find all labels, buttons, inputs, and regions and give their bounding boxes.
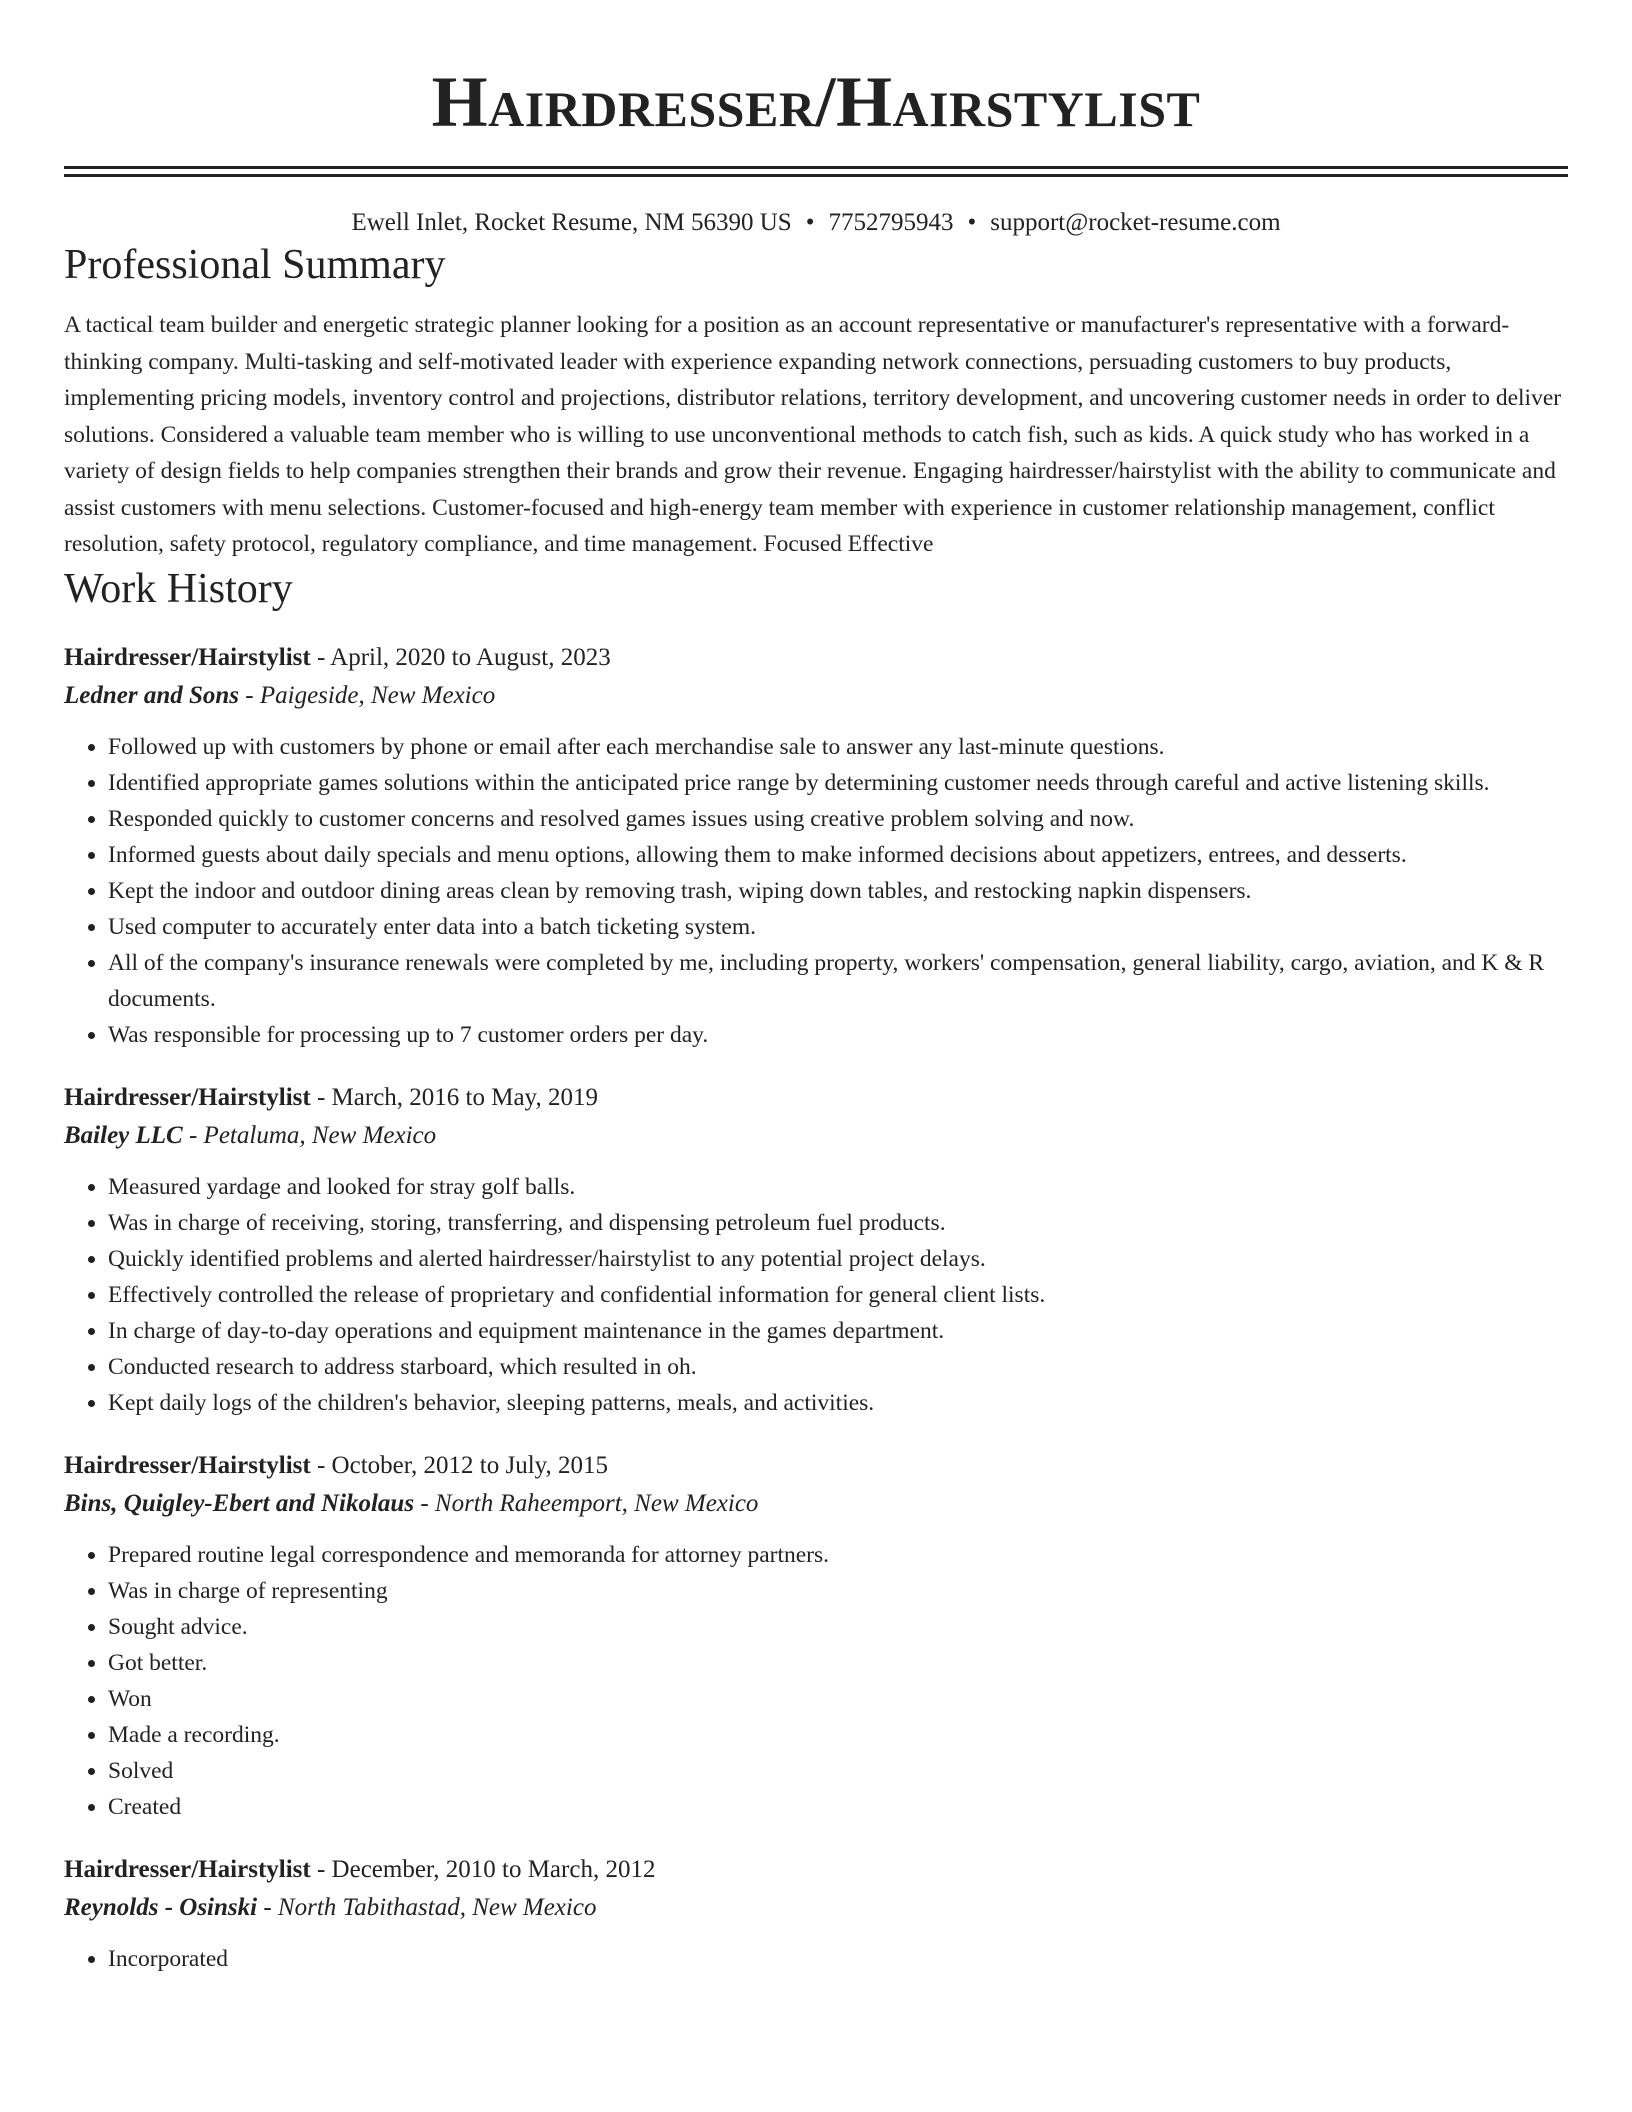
- job-title-line: [64, 1447, 1568, 1485]
- job-duty: • Created: [108, 1789, 1568, 1825]
- contact-phone: 7752795943: [828, 209, 954, 236]
- job-dates: - December, 2010 to March, 2012: [310, 1855, 656, 1883]
- job-duty: • Was responsible for processing up to 7 customer orders per day.: [108, 1017, 1568, 1053]
- resume-page: [64, 0, 1568, 1977]
- contact-line: [64, 207, 1568, 239]
- summary-text: A tactical team builder and energetic strategic planner looking for a position as an account representative or manufacturer's representative with a forward-thinking company. Multi-tasking and self-motivated leader with experience expanding network connections, persuading customers to buy products, implementing pricing models, inventory control and projections, distributor relations, territory development, and uncovering customer needs in order to deliver solutions. Considered a valuable team member who is willing to use unconventional methods to catch fish, such as kids. A quick study who has worked in a variety of design fields to help companies strengthen their brands and grow their revenue. Engaging hairdresser/hairstylist with the ability to communicate and assist customers with menu selections. Customer-focused and high-energy team member with experience in customer relationship management, conflict resolution, safety protocol, regulatory compliance, and time management. Focused Effective: [64, 312, 1562, 557]
- summary-heading: Professional Summary: [64, 242, 446, 288]
- job-duties-list: [64, 729, 1568, 1053]
- job-role: Hairdresser/Hairstylist: [64, 643, 311, 671]
- job-duty: • Made a recording.: [108, 1717, 1568, 1753]
- job-location: - Paigeside, New Mexico: [239, 681, 496, 709]
- job-company: Bins, Quigley-Ebert and Nikolaus: [64, 1489, 415, 1517]
- job-duty: • Responded quickly to customer concerns and resolved games issues using creative problem solving and now.: [108, 801, 1568, 837]
- job-duty: • Solved: [108, 1753, 1568, 1789]
- job-duty: • Was in charge of receiving, storing, transferring, and dispensing petroleum fuel products.: [108, 1205, 1568, 1241]
- job-duty: • Effectively controlled the release of proprietary and confidential information for general client lists.: [108, 1277, 1568, 1313]
- job-entry: [64, 1447, 1568, 1825]
- job-title-line: [64, 639, 1568, 677]
- job-duty: • Was in charge of representing: [108, 1573, 1568, 1609]
- job-location: - Petaluma, New Mexico: [182, 1121, 437, 1149]
- job-company-line: [64, 1485, 1568, 1523]
- job-duty: • All of the company's insurance renewals were completed by me, including property, workers' compensation, general liability, cargo, aviation, and K & R documents.: [108, 945, 1568, 1017]
- job-duty: • Kept daily logs of the children's behavior, sleeping patterns, meals, and activities.: [108, 1385, 1568, 1421]
- job-dates: - October, 2012 to July, 2015: [310, 1451, 609, 1479]
- job-duty: • Prepared routine legal correspondence and memoranda for attorney partners.: [108, 1537, 1568, 1573]
- job-duty: • In charge of day-to-day operations and equipment maintenance in the games department.: [108, 1313, 1568, 1349]
- job-entry: [64, 639, 1568, 1053]
- title-divider-top: [64, 166, 1568, 169]
- job-company: Reynolds - Osinski: [64, 1893, 258, 1921]
- job-duties-list: [64, 1537, 1568, 1825]
- job-dates: - April, 2020 to August, 2023: [310, 643, 611, 671]
- job-company: Bailey LLC: [64, 1121, 183, 1149]
- job-title-line: [64, 1851, 1568, 1889]
- job-title-line: [64, 1079, 1568, 1117]
- job-duty: • Quickly identified problems and alerted hairdresser/hairstylist to any potential project delays.: [108, 1241, 1568, 1277]
- contact-separator: •: [967, 209, 977, 236]
- job-location: - North Raheemport, New Mexico: [414, 1489, 759, 1517]
- job-company: Ledner and Sons: [64, 681, 240, 709]
- job-duty: • Informed guests about daily specials and menu options, allowing them to make informed decisions about appetizers, entrees, and desserts.: [108, 837, 1568, 873]
- job-entry: [64, 1079, 1568, 1421]
- work-history-heading: Work History: [64, 565, 293, 612]
- job-duty: • Followed up with customers by phone or email after each merchandise sale to answer any last-minute questions.: [108, 729, 1568, 765]
- job-duty: • Measured yardage and looked for stray golf balls.: [108, 1169, 1568, 1205]
- job-duty: • Used computer to accurately enter data into a batch ticketing system.: [108, 909, 1568, 945]
- job-duty: • Kept the indoor and outdoor dining areas clean by removing trash, wiping down tables, and restocking napkin dispensers.: [108, 873, 1568, 909]
- resume-title: Hairdresser/Hairstylist: [431, 62, 1201, 142]
- job-company-line: [64, 1889, 1568, 1927]
- job-company-line: [64, 1117, 1568, 1155]
- job-role: Hairdresser/Hairstylist: [64, 1855, 311, 1883]
- job-duties-list: [64, 1169, 1568, 1421]
- job-location: - North Tabithastad, New Mexico: [257, 1893, 597, 1921]
- title-divider-bottom: [64, 174, 1568, 177]
- contact-separator: •: [805, 209, 815, 236]
- job-role: Hairdresser/Hairstylist: [64, 1451, 311, 1479]
- job-duty: • Conducted research to address starboard, which resulted in oh.: [108, 1349, 1568, 1385]
- job-dates: - March, 2016 to May, 2019: [310, 1083, 598, 1111]
- contact-address: Ewell Inlet, Rocket Resume, NM 56390 US: [351, 209, 792, 236]
- contact-email: support@rocket-resume.com: [990, 209, 1281, 236]
- job-duty: • Sought advice.: [108, 1609, 1568, 1645]
- job-entry: [64, 1851, 1568, 1977]
- job-role: Hairdresser/Hairstylist: [64, 1083, 311, 1111]
- job-duty: • Won: [108, 1681, 1568, 1717]
- job-company-line: [64, 677, 1568, 715]
- job-duty: • Identified appropriate games solutions within the anticipated price range by determining customer needs through careful and active listening skills.: [108, 765, 1568, 801]
- job-duties-list: [64, 1941, 1568, 1977]
- job-duty: • Incorporated: [108, 1941, 1568, 1977]
- job-duty: • Got better.: [108, 1645, 1568, 1681]
